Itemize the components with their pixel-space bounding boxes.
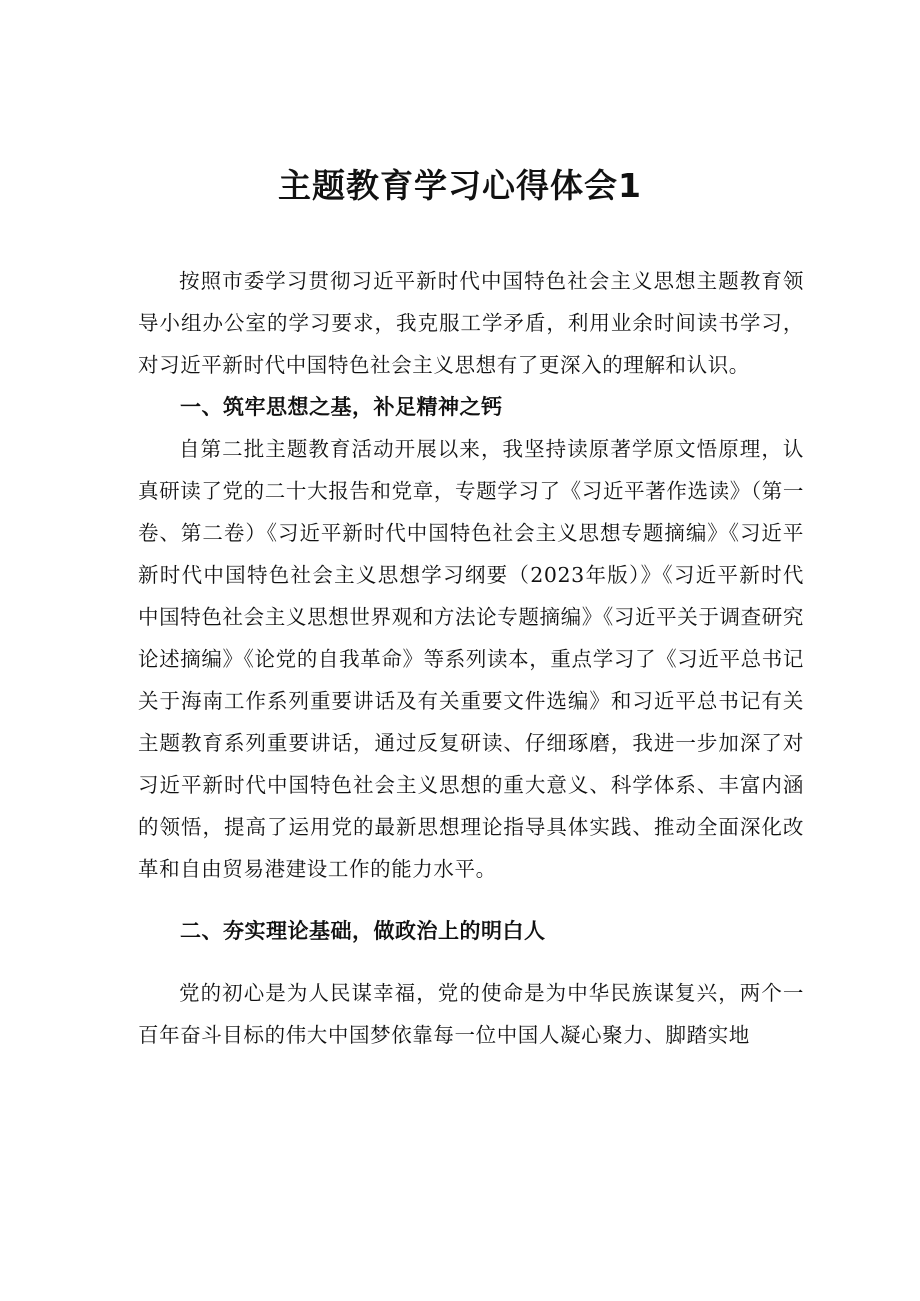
- section-2-paragraph: 党的初心是为人民谋幸福，党的使命是为中华民族谋复兴，两个一百年奋斗目标的伟大中国梦依靠每一位中国人凝心聚力、脚踏实地: [138, 981, 804, 1047]
- spacer: [138, 952, 804, 972]
- section-1-paragraph: 自第二批主题教育活动开展以来，我坚持读原著学原文悟原理，认真研读了党的二十大报告和党章，专题学习了《习近平著作选读》（第一卷、第二卷）《习近平新时代中国特色社会主义思想专题摘编》《习近平新时代中国特色社会主义思想学习纲要（2023年版）》《习近平新时代中国特色社会主义思想世界观和方法论专题摘编》《习近平关于调查研究论述摘编》《论党的自我革命》等系列读本，重点学习了《习近平总书记关于海南工作系列重要讲话及有关重要文件选编》和习近平总书记有关主题教育系列重要讲话，通过反复研读、仔细琢磨，我进一步加深了对习近平新时代中国特色社会主义思想的重大意义、科学体系、丰富内涵的领悟，提高了运用党的最新思想理论指导具体实践、推动全面深化改革和自由贸易港建设工作的能力水平。: [138, 437, 804, 881]
- document-title: 主题教育学习心得体会1: [278, 166, 642, 205]
- section-2-heading: 二、夯实理论基础，做政治上的明白人: [180, 919, 546, 943]
- intro-paragraph: 按照市委学习贯彻习近平新时代中国特色社会主义思想主题教育领导小组办公室的学习要求，我克服工学矛盾，利用业余时间读书学习，对习近平新时代中国特色社会主义思想有了更深入的理解和认识。: [138, 269, 804, 377]
- document-body: [138, 260, 804, 1056]
- section-1-heading: 一、筑牢思想之基，补足精神之钙: [180, 395, 503, 419]
- spacer: [138, 890, 804, 910]
